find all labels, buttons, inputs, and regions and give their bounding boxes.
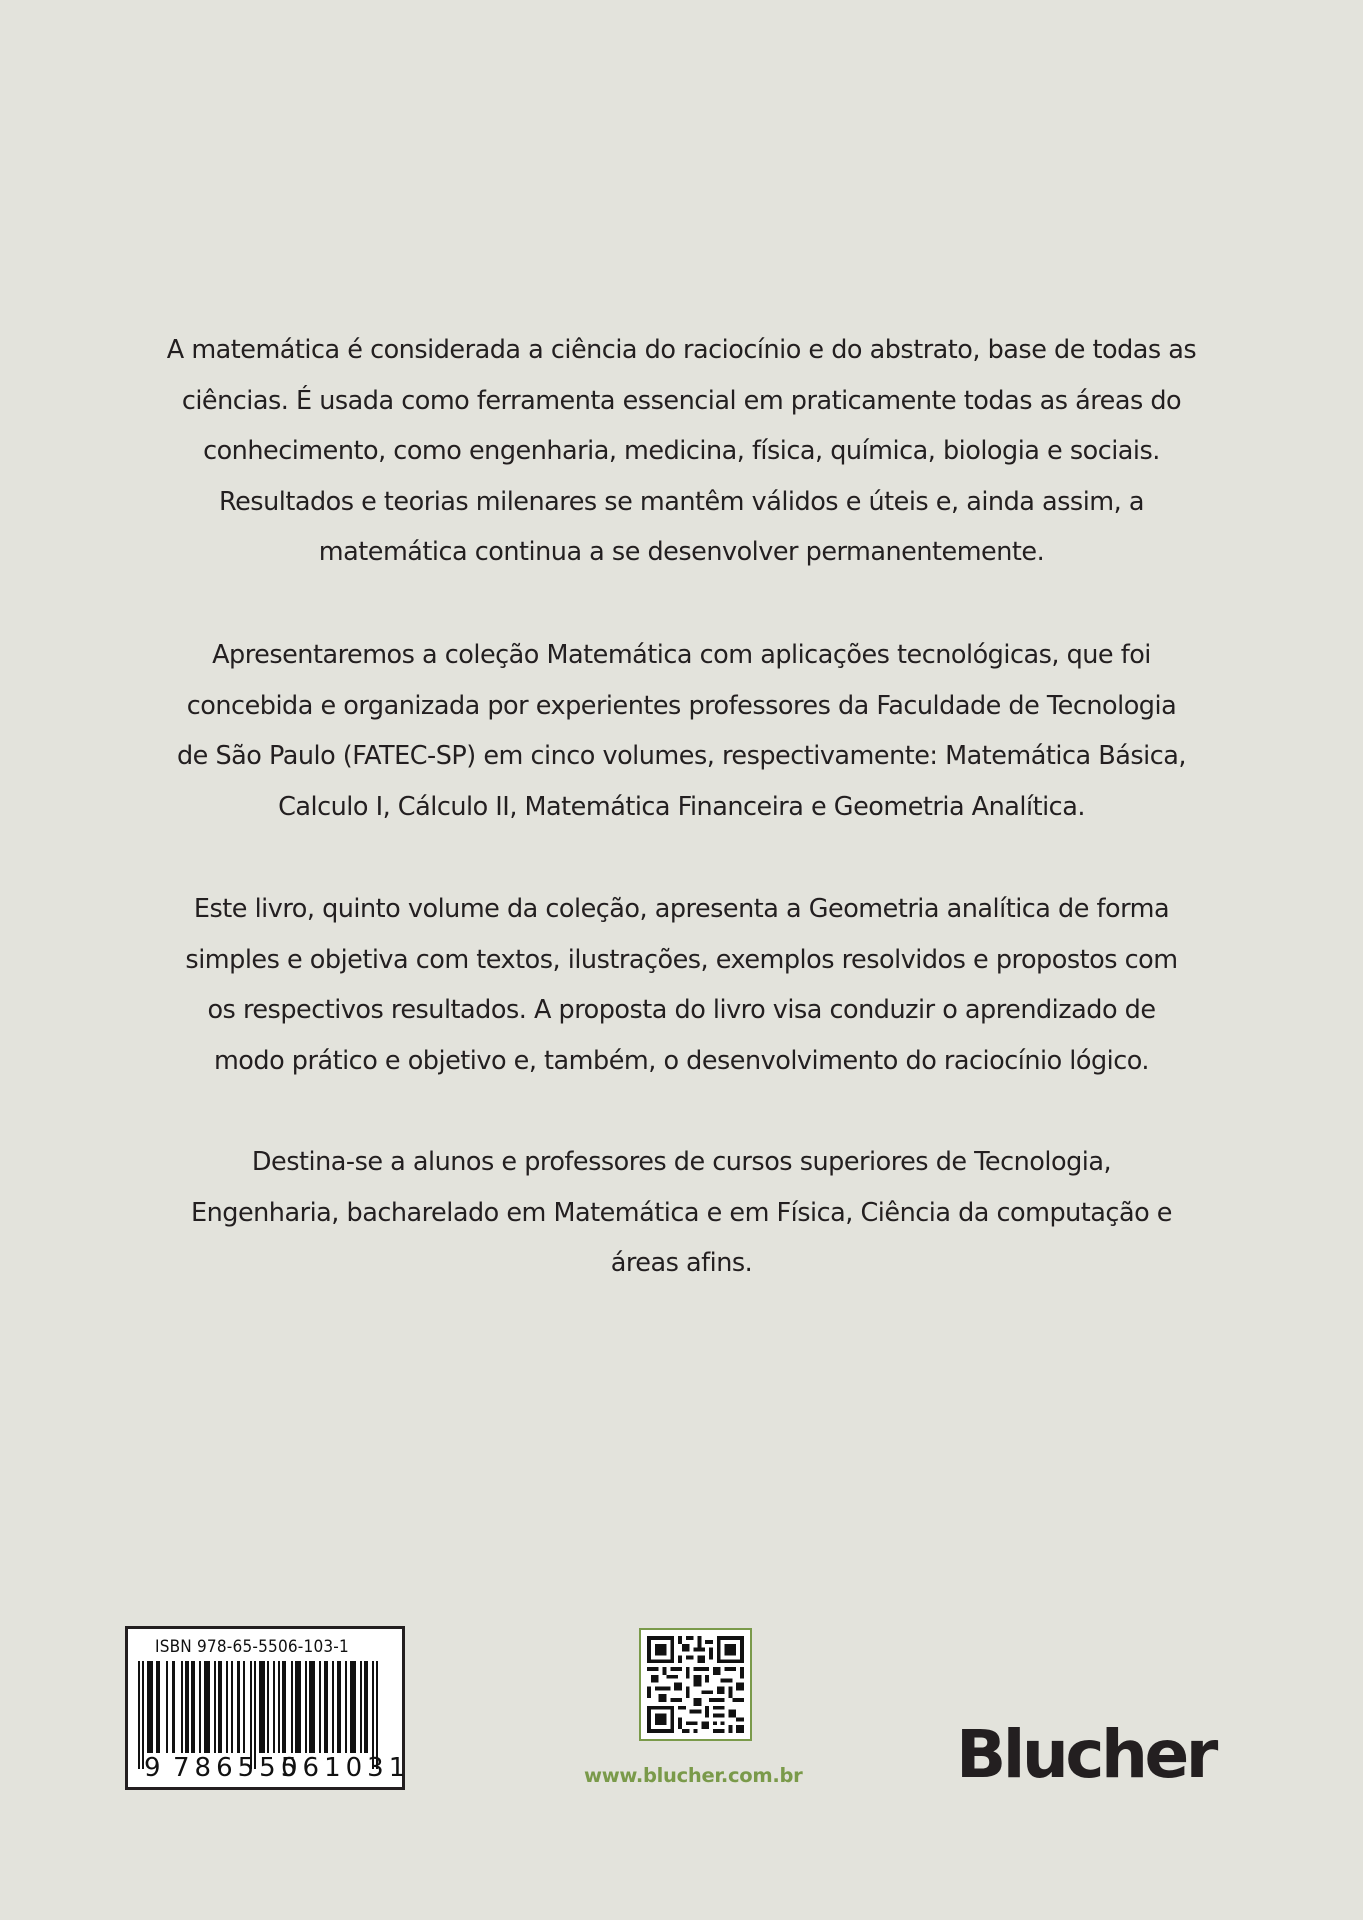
blurb-paragraph-2 [0,630,1363,832]
blurb-line: modo prático e objetivo e, também, o desenvolvimento do raciocínio lógico. [213,1045,1150,1076]
blurb-line: ciências. É usada como ferramenta essencial em praticamente todas as áreas do [181,385,1182,416]
blurb-line: matemática continua a se desenvolver permanentemente. [318,537,1045,567]
blurb-paragraph-4 [0,1137,1363,1289]
blurb-paragraph-1 [0,325,1363,578]
blurb-line: simples e objetiva com textos, ilustrações, exemplos resolvidos e propostos com [185,944,1178,975]
blurb-line: Calculo I, Cálculo II, Matemática Financeira e Geometria Analítica. [278,791,1085,822]
blurb-line: Engenharia, bacharelado em Matemática e em Física, Ciência da computação e [191,1197,1172,1228]
barcode-digits-left: 786555 [173,1753,303,1783]
blurb-line: conhecimento, como engenharia, medicina, física, química, biologia e sociais. [203,436,1160,466]
isbn-barcode [125,1626,411,1790]
barcode-digits-right: 061031 [281,1753,411,1783]
isbn-label: ISBN 978-65-5506-103-1 [155,1637,349,1657]
blurb-line: Este livro, quinto volume da coleção, apresenta a Geometria analítica de forma [193,894,1170,924]
blurb-line: os respectivos resultados. A proposta do livro visa conduzir o aprendizado de [207,995,1156,1025]
blurb-line: A matemática é considerada a ciência do raciocínio e do abstrato, base de todas as [166,335,1197,365]
qr-code[interactable] [639,1628,752,1741]
blurb-line: Apresentaremos a coleção Matemática com aplicações tecnológicas, que foi [212,640,1151,670]
blurb-line: concebida e organizada por experientes professores da Faculdade de Tecnologia [186,690,1177,721]
barcode-digit-first: 9 [144,1753,166,1783]
blurb-line: de São Paulo (FATEC-SP) em cinco volumes, respectivamente: Matemática Básica, [177,741,1186,771]
blurb-line: áreas afins. [610,1248,753,1278]
blurb-line: Destina-se a alunos e professores de cursos superiores de Tecnologia, [251,1147,1112,1177]
blurb-paragraph-3 [0,884,1363,1086]
publisher-logo: Blucher [956,1716,1215,1793]
publisher-url-link[interactable]: www.blucher.com.br [584,1764,803,1787]
blurb-line: Resultados e teorias milenares se mantêm válidos e úteis e, ainda assim, a [219,486,1144,517]
qr-code-icon [647,1636,744,1733]
